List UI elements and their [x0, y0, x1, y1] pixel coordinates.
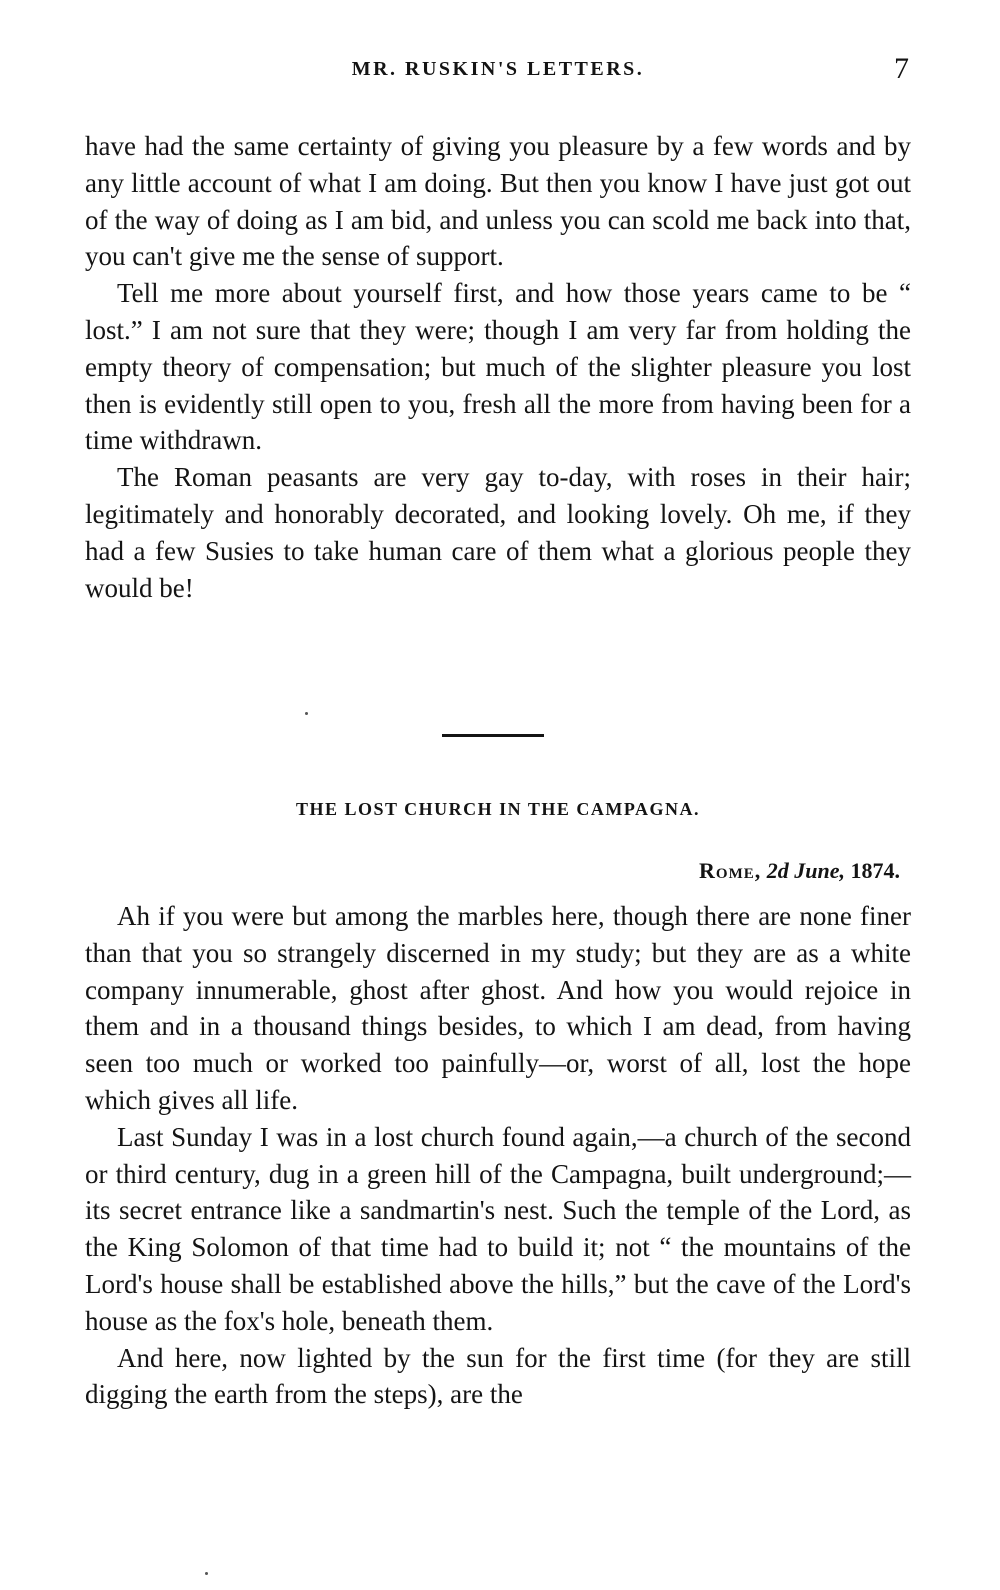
paragraph: Tell me more about yourself first, and how those years came to be “ lost.” I am not sure that they were; though I am very far from holding the empty theory of compensation; but much of the slighter pleasure you lost then is evidently still open to you, fresh all the more from having been for a time withdrawn. [85, 278, 911, 456]
section-heading: THE LOST CHURCH IN THE CAMPAGNA. [295, 799, 701, 819]
print-speck [205, 1572, 208, 1575]
section-divider [442, 734, 544, 737]
paragraph: Last Sunday I was in a lost church found again,—a church of the second or third century, dug in a green hill of the Campagna, built underground;—its secret entrance like a sandmartin's nest. Such the temple of the Lord, as the King Solomon of that time had to build it; not “ the mountains of the Lord's house shall be established above the hills,” but the cave of the Lord's house as the fox's hole, beneath them. [85, 1121, 911, 1336]
letter-continuation [85, 128, 911, 606]
paragraph: have had the same certainty of giving you pleasure by a few words and by any little account of what I am doing. But then you know I have just got out of the way of doing as I am bid, and unless you can scold me back into that, you can't give me the sense of support. [85, 131, 911, 272]
page-number: 7 [894, 52, 909, 85]
paragraph: Ah if you were but among the marbles here, though there are none finer than that you so strangely discerned in my study; but they are as a white company innumerable, ghost after ghost. And how you would rejoice in them and in a thousand things besides, to which I am dead, from having seen too much or worked too painfully—or, worst of all, lost the hope which gives all life. [85, 901, 911, 1115]
letter-body [85, 898, 911, 1413]
dateline-year: 1874. [850, 858, 900, 883]
paragraph: The Roman peasants are very gay to-day, with roses in their hair; legitimately and honorably decorated, and looking lovely. Oh me, if they had a few Susies to take human care of them what a glorious people they would be! [85, 462, 911, 603]
dateline-date: 2d June, [766, 858, 845, 883]
dateline [699, 858, 900, 884]
paragraph: And here, now lighted by the sun for the first time (for they are still digging the earth from the steps), are the [85, 1342, 911, 1410]
print-speck [305, 712, 308, 715]
dateline-place: Rome, [699, 858, 762, 883]
running-title: MR. RUSKIN'S LETTERS. [351, 58, 645, 80]
running-head [85, 52, 911, 92]
